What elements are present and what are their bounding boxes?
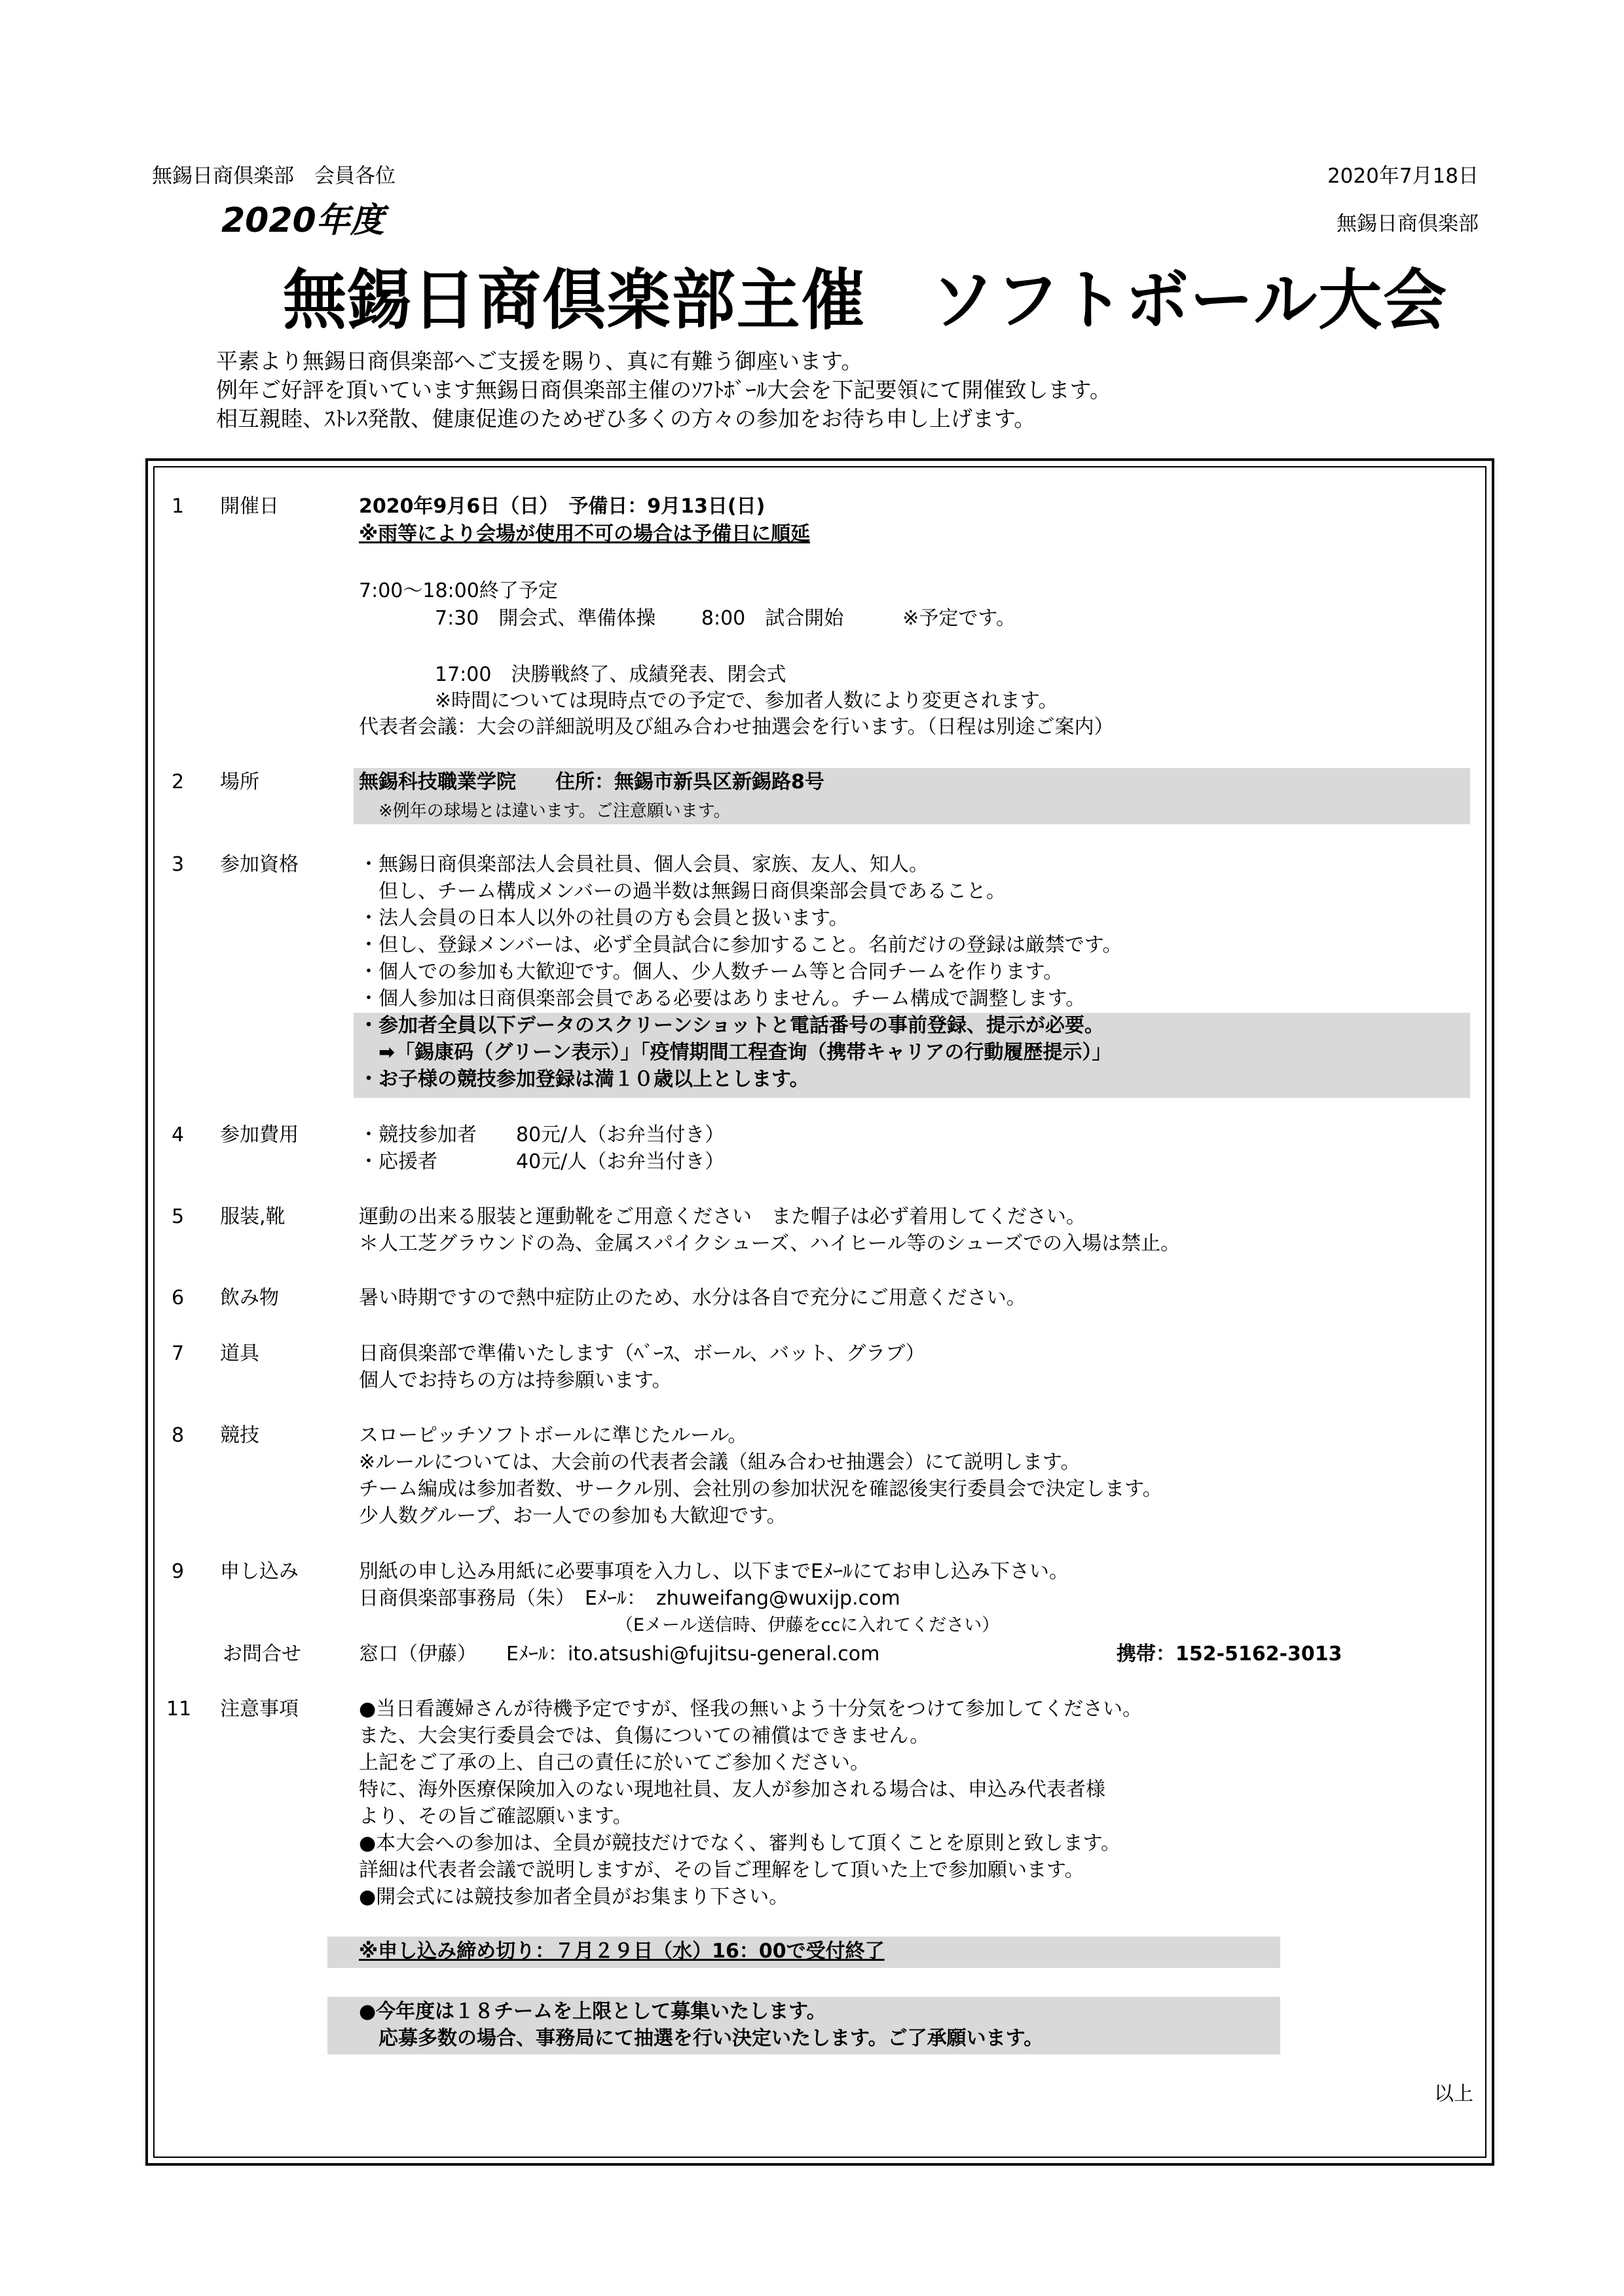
rules-line: スローピッチソフトボールに準じたルール。 <box>359 1424 748 1447</box>
requirement-line: ・個人での参加も大歓迎です。個人、少人数チーム等と合同チームを作ります。 <box>359 960 1063 983</box>
equipment-line: 日商倶楽部で準備いたします（ﾍﾞｰｽ、ボール、バット、グラブ） <box>359 1342 925 1365</box>
caution-line: 詳細は代表者会議で説明しますが、その旨ご理解をして頂いた上で参加願います。 <box>359 1859 1084 1882</box>
attire-line: ＊人工芝グラウンドの為、金属スパイクシューズ、ハイヒール等のシューズでの入場は禁止。 <box>359 1232 1181 1255</box>
page-title: 無錫日商倶楽部主催 ソフトボール大会 <box>283 262 1448 338</box>
section-1-label: 開催日 <box>220 495 279 518</box>
venue-note: ※例年の球場とは違います。ご注意願います。 <box>378 801 731 821</box>
representative-meeting: 代表者会議：大会の詳細説明及び組み合わせ抽選会を行います。（日程は別途ご案内） <box>359 716 1114 738</box>
section-9-number: 9 <box>172 1560 185 1583</box>
section-8-label: 競技 <box>220 1424 259 1447</box>
section-4-label: 参加費用 <box>220 1123 299 1146</box>
drinks-line: 暑い時期ですので熱中症防止のため、水分は各自で充分にご用意ください。 <box>359 1286 1026 1309</box>
venue: 無錫科技職業学院 住所：無錫市新呉区新錫路8号 <box>359 771 824 793</box>
intro-line-3: 相互親睦、ｽﾄﾚｽ発散、健康促進のためぜひ多くの方々の参加をお待ち申し上げます。 <box>216 406 1036 431</box>
event-year: 2020年度 <box>221 201 384 240</box>
application-line: 別紙の申し込み用紙に必要事項を入力し、以下までEﾒｰﾙにてお申し込み下さい。 <box>359 1560 1069 1583</box>
rain-notice: ※雨等により会場が使用不可の場合は予備日に順延 <box>359 522 811 545</box>
capacity-line: 応募多数の場合、事務局にて抽選を行い決定いたします。ご了承願います。 <box>359 2027 1044 2050</box>
capacity-line: ●今年度は１８チームを上限として募集いたします。 <box>359 2000 826 2023</box>
caution-line: より、その旨ご確認願います。 <box>359 1805 633 1828</box>
requirement-line: ・無錫日商倶楽部法人会員社員、個人会員、家族、友人、知人。 <box>359 853 929 876</box>
requirement-line: ・個人参加は日商倶楽部会員である必要はありません。チーム構成で調整します。 <box>359 987 1086 1010</box>
section-5-label: 服装,靴 <box>220 1205 286 1228</box>
requirement-line: ・お子様の競技参加登録は満１０歳以上とします。 <box>359 1068 809 1091</box>
requirement-line: ・但し、登録メンバーは、必ず全員試合に参加すること。名前だけの登録は厳禁です。 <box>359 934 1122 957</box>
issuer: 無錫日商倶楽部 <box>1337 212 1479 236</box>
section-6-label: 飲み物 <box>220 1286 279 1309</box>
caution-line: 上記をご了承の上、自己の責任に於いてご参加ください。 <box>359 1751 870 1774</box>
section-6-number: 6 <box>172 1286 185 1309</box>
attire-line: 運動の出来る服装と運動靴をご用意ください また帽子は必ず着用してください。 <box>359 1205 1086 1228</box>
closing-schedule: 17:00 決勝戦終了、成績発表、閉会式 <box>435 663 786 686</box>
caution-line: 特に、海外医療保険加入のない現地社員、友人が参加される場合は、申込み代表者様 <box>359 1778 1105 1801</box>
application-contact: 日商倶楽部事務局（朱） Eﾒｰﾙ： zhuweifang@wuxijp.com <box>359 1587 900 1610</box>
document-date: 2020年7月18日 <box>1327 164 1479 188</box>
schedule-note: ※時間については現時点での予定で、参加者人数により変更されます。 <box>435 689 1058 712</box>
rules-line: チーム編成は参加者数、サークル別、会社別の参加状況を確認後実行委員会で決定します。 <box>359 1478 1162 1501</box>
caution-line: また、大会実行委員会では、負傷についての補償はできません。 <box>359 1724 930 1747</box>
intro-line-2: 例年ご好評を頂いています無錫日商倶楽部主催のｿﾌﾄﾎﾞｰﾙ大会を下記要領にて開催致します。 <box>216 377 1111 403</box>
section-3-label: 参加資格 <box>220 853 299 876</box>
section-2-label: 場所 <box>220 771 259 793</box>
section-2-number: 2 <box>172 771 185 793</box>
section-8-number: 8 <box>172 1424 185 1447</box>
addressee: 無錫日商倶楽部 会員各位 <box>152 164 396 188</box>
fee-line: ・競技参加者 80元/人（お弁当付き） <box>359 1123 725 1146</box>
event-date: 2020年9月6日（日） 予備日：9月13日(日) <box>359 495 766 518</box>
inquiry-label: お問合せ <box>223 1643 301 1666</box>
section-7-label: 道具 <box>220 1342 259 1365</box>
inquiry-phone: 携帯：152-5162-3013 <box>1116 1643 1342 1666</box>
section-4-number: 4 <box>172 1123 185 1146</box>
schedule-time: 7:00～18:00終了予定 <box>359 579 558 602</box>
application-cc-note: （Eメール送信時、伊藤をccに入れてください） <box>616 1615 1000 1635</box>
requirement-line: 但し、チーム構成メンバーの過半数は無錫日商倶楽部会員であること。 <box>359 880 1006 903</box>
caution-line: ●本大会への参加は、全員が競技だけでなく、審判もして頂くことを原則と致します。 <box>359 1832 1121 1855</box>
closing-mark: 以上 <box>1434 2083 1473 2105</box>
opening-schedule: 7:30 開会式、準備体操 8:00 試合開始 ※予定です。 <box>435 607 1016 630</box>
section-1-number: 1 <box>172 495 185 518</box>
section-11-number: 11 <box>166 1698 192 1721</box>
caution-line: ●開会式には競技参加者全員がお集まり下さい。 <box>359 1886 789 1908</box>
fee-line: ・応援者 40元/人（お弁当付き） <box>359 1150 725 1173</box>
section-5-number: 5 <box>172 1205 185 1228</box>
requirement-line: ・参加者全員以下データのスクリーンショットと電話番号の事前登録、提示が必要。 <box>359 1014 1105 1037</box>
section-3-number: 3 <box>172 853 185 876</box>
equipment-line: 個人でお持ちの方は持参願います。 <box>359 1369 672 1392</box>
section-7-number: 7 <box>172 1342 185 1365</box>
requirement-line: ・法人会員の日本人以外の社員の方も会員と扱います。 <box>359 907 849 930</box>
intro-line-1: 平素より無錫日商倶楽部へご支援を賜り、真に有難う御座います。 <box>216 348 863 374</box>
rules-line: 少人数グループ、お一人での参加も大歓迎です。 <box>359 1504 786 1527</box>
section-9-label: 申し込み <box>220 1560 299 1583</box>
rules-line: ※ルールについては、大会前の代表者会議（組み合わせ抽選会）にて説明します。 <box>359 1451 1080 1474</box>
section-11-label: 注意事項 <box>220 1698 299 1721</box>
inquiry-contact: 窓口（伊藤） Eﾒｰﾙ：ito.atsushi@fujitsu-general.com <box>359 1643 880 1666</box>
requirement-line: ➡「錫康码（グリーン表示）」「疫情期間工程查询（携帯キャリアの行動履歴提示）」 <box>359 1041 1112 1064</box>
caution-line: ●当日看護婦さんが待機予定ですが、怪我の無いよう十分気をつけて参加してください。 <box>359 1698 1143 1721</box>
deadline-notice: ※申し込み締め切り：７月２９日（水）16：00で受付終了 <box>359 1940 885 1963</box>
